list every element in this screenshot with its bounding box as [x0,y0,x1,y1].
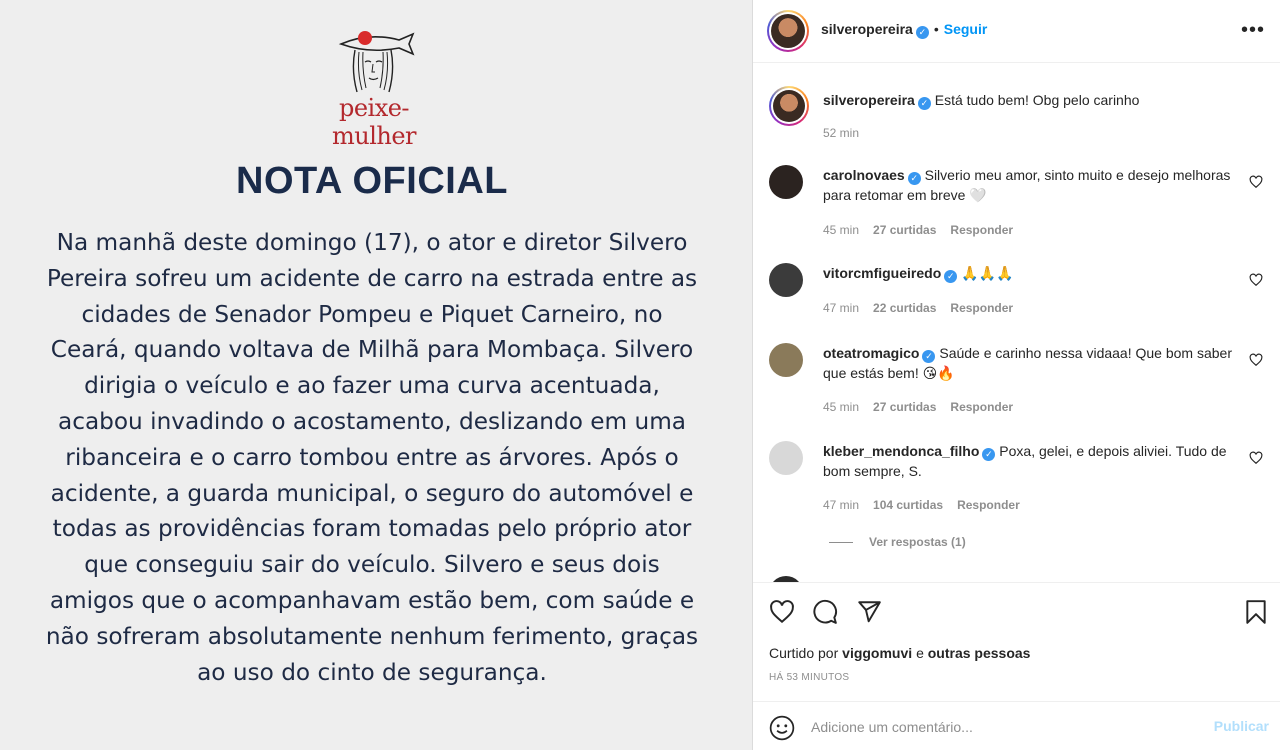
comment-text: Silverio meu amor, sinto muito e desejo melhoras para retomar em breve 🤍 [823,167,1231,203]
reply-button[interactable]: Responder [957,498,1020,512]
comment-avatar[interactable] [769,343,803,377]
fish-woman-logo-icon [329,26,419,98]
comment-text-line [823,343,1241,383]
view-replies-label[interactable]: Ver respostas (1) [869,535,966,549]
reply-button[interactable]: Responder [950,400,1014,414]
reply-button[interactable]: Responder [950,301,1014,315]
liked-by-others[interactable]: outras pessoas [927,645,1031,661]
comment-username[interactable]: kleber_mendonca_filho [823,443,980,459]
like-comment-heart-icon[interactable] [1249,175,1263,189]
logo-text: peixe-mulher [331,94,417,150]
replies-divider [829,542,853,543]
like-heart-icon[interactable] [769,599,795,625]
comment-text-line [823,165,1241,205]
reply-button[interactable]: Responder [950,223,1014,237]
comment-likes[interactable]: 27 curtidas [873,400,937,414]
share-send-icon[interactable] [856,599,882,625]
save-bookmark-icon[interactable] [1243,599,1269,625]
comment-likes[interactable]: 22 curtidas [873,301,937,315]
comment-avatar[interactable] [769,165,803,199]
comment-meta [823,301,1027,315]
caption-text: Está tudo bem! Obg pelo carinho [934,92,1140,108]
comment-text-line [823,263,1241,283]
liked-by-middle: e [916,645,924,661]
note-body: Na manhã deste domingo (17), o ator e diretor Silvero Pereira sofreu um acidente de carro na estrada entre as cidades de Senador Pompeu e Piquet Carneiro, no Ceará, quando voltava de Milhã para Mombaça. Silvero dirigia o veículo e ao fazer uma curva acentuada, acabou invadindo o acostamento, deslizando em uma ribanceira e o carro tombou entre as árvores. Após o acidente, a guarda municipal, o seguro do automóvel e todas as providências foram tomadas pelo próprio ator que conseguiu sair do veículo. Silvero e seus dois amigos que o acompanhavam estão bem, com saúde e não sofreram absolutamente nenhum ferimento, graças ao uso do cinto de segurança. [45,229,699,686]
view-replies-button[interactable] [829,535,966,549]
comment-input[interactable] [811,716,1191,738]
comment-text: 🙏🙏🙏 [961,265,1014,281]
post-time[interactable]: HÁ 53 MINUTOS [769,672,850,683]
publish-button[interactable]: Publicar [1213,718,1269,734]
brand-logo [312,26,436,150]
follow-button[interactable]: Seguir [943,21,988,37]
verified-icon: ✓ [918,97,931,110]
like-comment-heart-icon[interactable] [1249,273,1263,287]
verified-icon: ✓ [908,172,921,185]
comment-username[interactable]: vitorcmfigueiredo [823,265,942,281]
post-header [753,0,1280,63]
comment-time[interactable]: 45 min [823,223,860,237]
like-comment-heart-icon[interactable] [1249,353,1263,367]
like-comment-heart-icon[interactable] [1249,451,1263,465]
comment-time[interactable]: 47 min [823,301,860,315]
caption-text-line [823,90,1241,110]
emoji-icon[interactable] [769,715,795,741]
liked-by-user[interactable]: viggomuvi [842,645,913,661]
comment-username[interactable]: carolnovaes [823,167,905,183]
separator-dot: • [933,21,939,37]
more-options-icon[interactable]: ••• [1240,19,1265,41]
caption-meta [823,126,873,140]
comment-meta [823,498,1034,512]
comment-text: Poxa, gelei, e depois aliviei. Tudo de bom sempre, S. [823,443,1227,479]
comment-time[interactable]: 47 min [823,498,860,512]
comment-likes[interactable]: 27 curtidas [873,223,937,237]
comment-avatar[interactable] [769,441,803,475]
note-title: NOTA OFICIAL [236,160,508,202]
comment-avatar[interactable] [769,263,803,297]
caption-username[interactable]: silveropereira [823,92,915,108]
header-user-line [821,21,987,39]
comment-meta [823,223,1027,237]
caption-avatar[interactable] [769,86,809,126]
comments-list[interactable] [753,64,1280,582]
verified-icon: ✓ [922,350,935,363]
comment-bubble-icon[interactable] [812,599,838,625]
caption-time[interactable]: 52 min [823,126,860,140]
comment-text: Saúde e carinho nessa vidaaa! Que bom saber que estás bem! 😘🔥 [823,345,1232,381]
post-actions [753,582,1280,750]
add-comment-bar [753,701,1280,750]
verified-icon: ✓ [916,26,929,39]
comment-time[interactable]: 45 min [823,400,860,414]
post-side-panel [752,0,1280,750]
liked-by [769,645,1030,661]
comment-text-line [823,441,1241,481]
comment-username[interactable]: oteatromagico [823,345,920,361]
comment-likes[interactable]: 104 curtidas [873,498,944,512]
verified-icon: ✓ [944,270,957,283]
liked-by-prefix: Curtido por [769,645,839,661]
comment-meta [823,400,1027,414]
author-username[interactable]: silveropereira [821,21,913,37]
verified-icon: ✓ [982,448,995,461]
author-avatar[interactable] [767,10,809,52]
